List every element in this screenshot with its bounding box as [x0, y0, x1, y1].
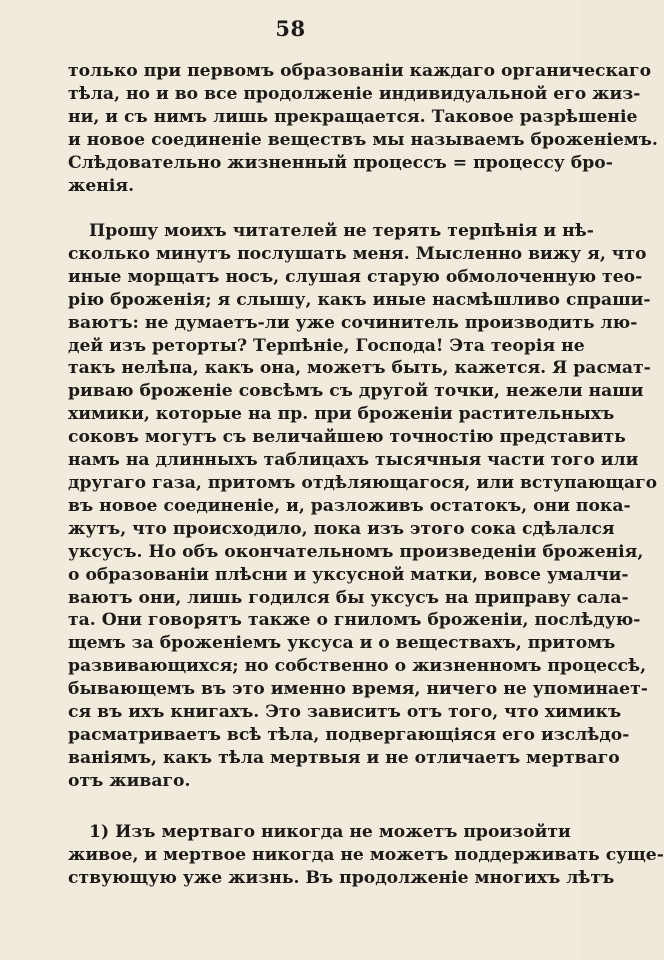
text-line: иные морщатъ носъ, слушая старую обмолоченную тео- [68, 266, 643, 287]
text-line: ся въ ихъ книгахъ. Это зависитъ отъ того, что химикъ [68, 702, 622, 723]
text-line: 1) Изъ мертваго никогда не можетъ произойти [89, 822, 571, 842]
text-line: развивающихся; но собственно о жизненномъ процессѣ, [68, 656, 647, 677]
text-line: другаго газа, притомъ отдѣляющагося, или вступающаго [68, 472, 658, 493]
text-line: та. Они говорятъ также о гниломъ броженіи, послѣдую- [68, 610, 641, 631]
text-line: расматриваетъ всѣ тѣла, подвергающіяся его изслѣдо- [68, 724, 630, 745]
text-line: только при первомъ образованіи каждаго органическаго [68, 61, 652, 81]
text-line: женія. [68, 175, 135, 196]
paragraph-3 [68, 821, 664, 890]
text-line: рію броженія; я слышу, какъ иные насмѣшливо спраши- [68, 289, 651, 310]
paragraph-2 [68, 220, 658, 793]
paragraph-1 [68, 60, 658, 197]
text-line: ствующую уже жизнь. Въ продолженіе многихъ лѣтъ [68, 867, 615, 888]
text-line: Прошу моихъ читателей не терять терпѣнія и нѣ- [89, 221, 594, 241]
text-line: бывающемъ въ это именно время, ничего не упоминает- [68, 679, 648, 700]
text-line: живое, и мертвое никогда не можетъ поддерживать суще- [68, 844, 664, 865]
text-line: химики, которые на пр. при броженіи растительныхъ [68, 404, 615, 425]
text-line: жутъ, что происходило, пока изъ этого сока сдѣлался [68, 518, 615, 539]
text-line: сколько минутъ послушать меня. Мысленно вижу я, что [68, 243, 647, 264]
text-line: уксусъ. Но объ окончательномъ произведеніи броженія, [68, 541, 644, 562]
page-number: 58 [275, 16, 306, 41]
text-line: о образованіи плѣсни и уксусной матки, вовсе умалчи- [68, 564, 629, 585]
text-line: дей изъ реторты? Терпѣніе, Господа! Эта теорія не [68, 335, 585, 356]
text-line: такъ нелѣпа, какъ она, можетъ быть, кажется. Я расмат- [68, 358, 651, 379]
text-line: въ новое соединеніе, и, разложивъ остатокъ, они пока- [68, 495, 631, 516]
text-line: тѣла, но и во все продолженіе индивидуальной его жиз- [68, 83, 641, 104]
text-line: ваютъ они, лишь годился бы уксусъ на приправу сала- [68, 587, 629, 608]
text-line: соковъ могутъ съ величайшею точностію представить [68, 427, 626, 448]
text-line: намъ на длинныхъ таблицахъ тысячныя части того или [68, 450, 639, 471]
text-line: отъ живаго. [68, 770, 191, 791]
text-line: риваю броженіе совсѣмъ съ другой точки, нежели наши [68, 381, 644, 402]
text-line: щемъ за броженіемъ уксуса и о веществахъ, притомъ [68, 633, 616, 654]
text-line: и новое соединеніе веществъ мы называемъ броженіемъ. [68, 129, 658, 150]
text-line: ни, и съ нимъ лишь прекращается. Таковое разрѣшеніе [68, 106, 638, 127]
text-line: ваютъ: не думаетъ-ли уже сочинитель производить лю- [68, 312, 638, 333]
text-line: ваніямъ, какъ тѣла мертвыя и не отличаетъ мертваго [68, 747, 620, 768]
text-line: Слѣдовательно жизненный процессъ = процессу бро- [68, 152, 613, 173]
